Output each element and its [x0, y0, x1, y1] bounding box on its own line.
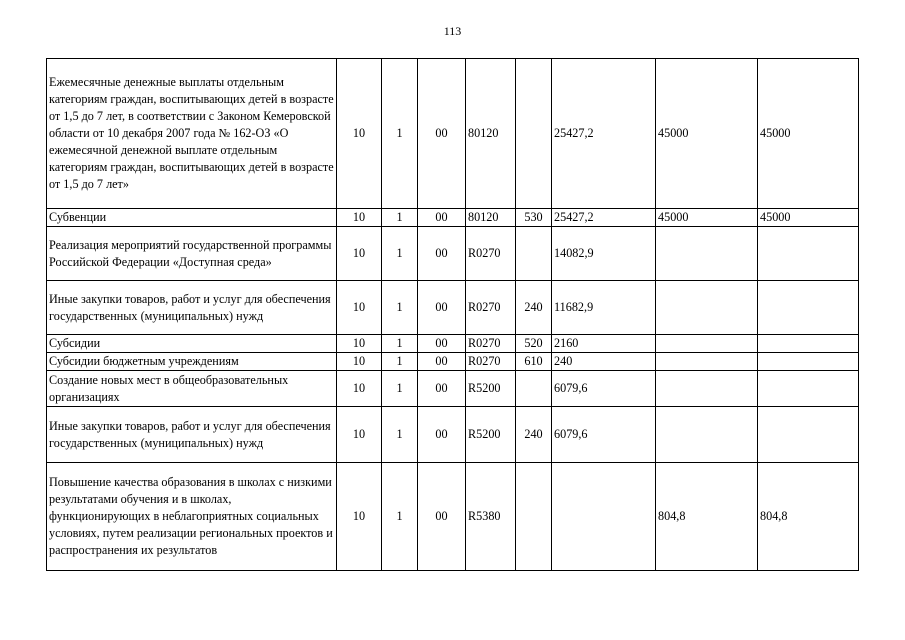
program-cell: 00	[418, 407, 466, 463]
code-cell: R0270	[466, 335, 516, 353]
program-cell: 00	[418, 59, 466, 209]
sum1-cell: 25427,2	[552, 59, 656, 209]
subsection-cell: 1	[382, 407, 418, 463]
sum1-cell: 240	[552, 353, 656, 371]
code-cell: 80120	[466, 59, 516, 209]
row-name: Субвенции	[47, 209, 337, 227]
code-cell: R0270	[466, 281, 516, 335]
sum1-cell: 2160	[552, 335, 656, 353]
sum2-cell	[656, 281, 758, 335]
table-row	[47, 209, 859, 227]
subsection-cell: 1	[382, 371, 418, 407]
program-cell: 00	[418, 281, 466, 335]
sum3-cell	[758, 281, 859, 335]
row-name: Иные закупки товаров, работ и услуг для обеспечения государственных (муниципальных) нужд	[47, 281, 337, 335]
sum3-cell	[758, 227, 859, 281]
row-name: Создание новых мест в общеобразовательных организациях	[47, 371, 337, 407]
table-row	[47, 407, 859, 463]
type-cell: 520	[516, 335, 552, 353]
sum2-cell: 45000	[656, 59, 758, 209]
subsection-cell: 1	[382, 227, 418, 281]
sum3-cell	[758, 371, 859, 407]
sum3-cell	[758, 335, 859, 353]
sum2-cell	[656, 227, 758, 281]
sum3-cell: 45000	[758, 209, 859, 227]
section-cell: 10	[337, 407, 382, 463]
program-cell: 00	[418, 353, 466, 371]
type-cell: 530	[516, 209, 552, 227]
sum1-cell: 11682,9	[552, 281, 656, 335]
row-name: Реализация мероприятий государственной программы Российской Федерации «Доступная среда»	[47, 227, 337, 281]
row-name: Повышение качества образования в школах с низкими результатами обучения и в школах, функционирующих в неблагоприятных социальных условиях, путем реализации региональных проектов и распространения их результатов	[47, 463, 337, 571]
table-row	[47, 335, 859, 353]
sum2-cell: 45000	[656, 209, 758, 227]
sum3-cell: 45000	[758, 59, 859, 209]
program-cell: 00	[418, 335, 466, 353]
code-cell: 80120	[466, 209, 516, 227]
type-cell	[516, 371, 552, 407]
row-name: Иные закупки товаров, работ и услуг для обеспечения государственных (муниципальных) нужд	[47, 407, 337, 463]
type-cell: 240	[516, 281, 552, 335]
type-cell	[516, 463, 552, 571]
sum3-cell	[758, 407, 859, 463]
sum1-cell: 6079,6	[552, 407, 656, 463]
row-name: Субсидии	[47, 335, 337, 353]
budget-table	[46, 58, 859, 571]
row-name: Ежемесячные денежные выплаты отдельным категориям граждан, воспитывающих детей в возрасте от 1,5 до 7 лет, в соответствии с Законом Кемеровской области от 10 декабря 2007 года № 162-ОЗ «О ежемесячной денежной выплате отдельным категориям граждан, воспитывающих детей в возрасте от 1,5 до 7 лет»	[47, 59, 337, 209]
subsection-cell: 1	[382, 59, 418, 209]
section-cell: 10	[337, 281, 382, 335]
section-cell: 10	[337, 371, 382, 407]
subsection-cell: 1	[382, 463, 418, 571]
code-cell: R5380	[466, 463, 516, 571]
program-cell: 00	[418, 463, 466, 571]
sum2-cell	[656, 353, 758, 371]
program-cell: 00	[418, 371, 466, 407]
section-cell: 10	[337, 59, 382, 209]
sum2-cell	[656, 407, 758, 463]
table-row	[47, 281, 859, 335]
sum3-cell	[758, 353, 859, 371]
subsection-cell: 1	[382, 353, 418, 371]
type-cell: 610	[516, 353, 552, 371]
code-cell: R5200	[466, 371, 516, 407]
table-row	[47, 463, 859, 571]
sum2-cell: 804,8	[656, 463, 758, 571]
subsection-cell: 1	[382, 335, 418, 353]
program-cell: 00	[418, 227, 466, 281]
section-cell: 10	[337, 463, 382, 571]
table-row	[47, 353, 859, 371]
table-row	[47, 227, 859, 281]
sum1-cell: 25427,2	[552, 209, 656, 227]
page-number: 113	[443, 24, 462, 38]
row-name: Субсидии бюджетным учреждениям	[47, 353, 337, 371]
subsection-cell: 1	[382, 281, 418, 335]
table-row	[47, 371, 859, 407]
code-cell: R0270	[466, 353, 516, 371]
type-cell	[516, 227, 552, 281]
type-cell	[516, 59, 552, 209]
type-cell: 240	[516, 407, 552, 463]
sum2-cell	[656, 335, 758, 353]
code-cell: R5200	[466, 407, 516, 463]
table-row	[47, 59, 859, 209]
section-cell: 10	[337, 335, 382, 353]
sum2-cell	[656, 371, 758, 407]
section-cell: 10	[337, 209, 382, 227]
section-cell: 10	[337, 353, 382, 371]
sum1-cell: 14082,9	[552, 227, 656, 281]
program-cell: 00	[418, 209, 466, 227]
subsection-cell: 1	[382, 209, 418, 227]
sum1-cell: 6079,6	[552, 371, 656, 407]
code-cell: R0270	[466, 227, 516, 281]
sum3-cell: 804,8	[758, 463, 859, 571]
sum1-cell	[552, 463, 656, 571]
section-cell: 10	[337, 227, 382, 281]
